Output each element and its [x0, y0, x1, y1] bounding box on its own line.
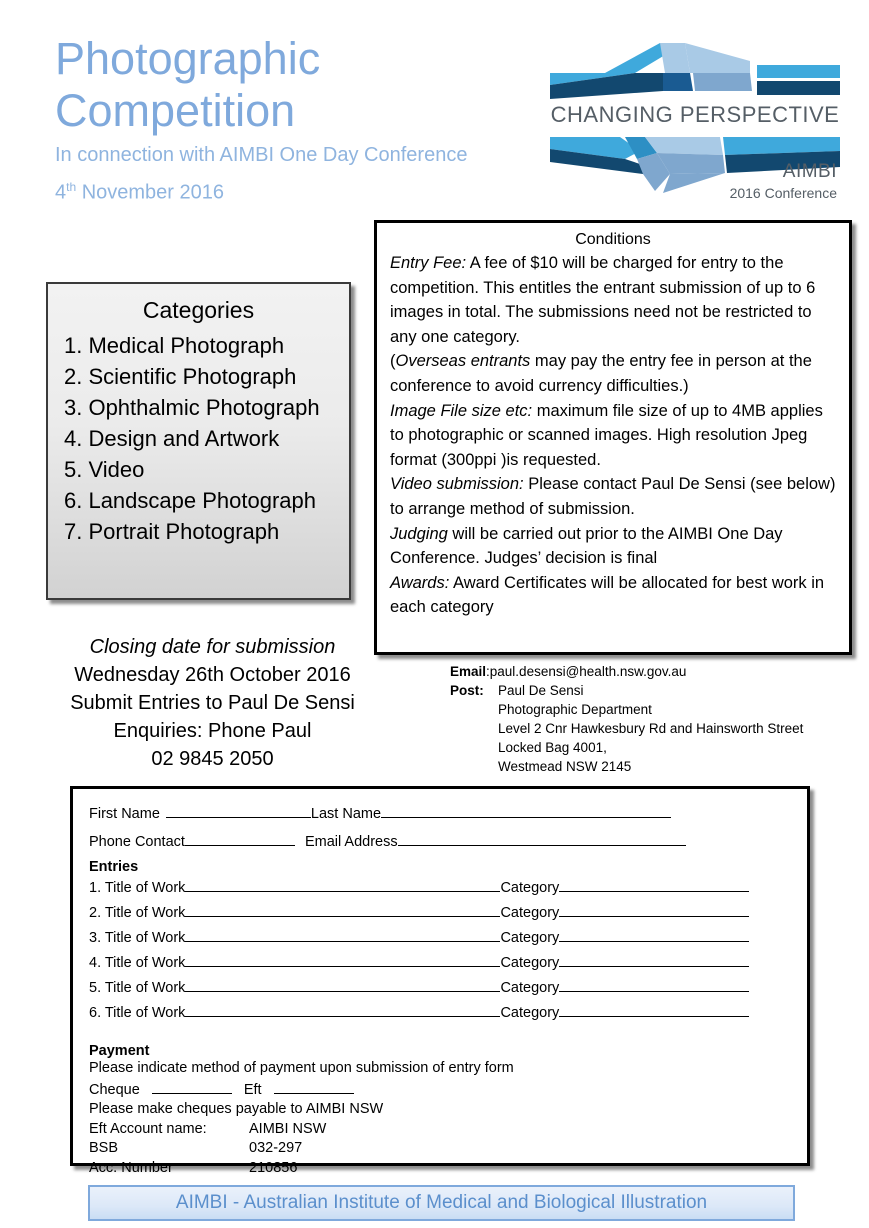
payment-detail-row — [89, 1159, 807, 1179]
email-label: Email — [450, 664, 487, 679]
entry-category-field[interactable] — [559, 877, 749, 892]
post-line: Westmead NSW 2145 — [498, 759, 632, 774]
first-name-label: First Name — [89, 806, 160, 822]
email-address-label: Email Address — [304, 834, 398, 850]
closing-date-line: Wednesday 26th October 2016 — [74, 664, 351, 686]
conditions-box — [374, 220, 852, 655]
entry-row — [89, 877, 807, 896]
entry-title-field[interactable] — [185, 1002, 500, 1017]
payment-instruction: Please indicate method of payment upon submission of entry form — [89, 1060, 514, 1076]
payment-heading: Payment — [89, 1043, 150, 1059]
condition-lead: Overseas entrants — [395, 352, 531, 371]
conditions-title: Conditions — [575, 231, 651, 248]
eft-label: Eft — [243, 1081, 262, 1098]
categories-box — [46, 282, 351, 600]
entry-form-inner — [73, 789, 807, 1178]
date-suffix: th — [66, 180, 77, 194]
entry-title-field[interactable] — [185, 952, 500, 967]
category-item: 6. Landscape Photograph — [64, 488, 316, 513]
entry-title-label: 2. Title of Work — [89, 905, 186, 921]
condition-paragraph — [390, 349, 837, 398]
poster-subtitle: In connection with AIMBI One Day Conference — [55, 144, 468, 166]
payment-detail-value: 032-297 — [249, 1140, 303, 1156]
entry-title-field[interactable] — [185, 902, 500, 917]
poster-date — [55, 173, 535, 207]
category-item: 5. Video — [64, 457, 145, 482]
page-title-line1: Photographic — [55, 33, 321, 84]
payment-detail-value: 210856 — [249, 1159, 298, 1176]
condition-lead: Entry Fee: — [390, 254, 467, 272]
post-line: Level 2 Cnr Hawkesbury Rd and Hainsworth Street — [498, 721, 804, 736]
entry-category-label: Category — [500, 880, 560, 896]
entry-row — [89, 1002, 807, 1021]
footer-banner — [88, 1185, 795, 1221]
cheque-payable-note: Please make cheques payable to AIMBI NSW — [89, 1101, 384, 1117]
condition-paragraph — [390, 399, 837, 473]
conditions-body — [377, 249, 849, 620]
condition-text: Please contact Paul De Sensi (see below) to arrange method of submission. — [390, 475, 836, 518]
aimbi-logo — [545, 33, 845, 208]
condition-text: Award Certificates will be allocated for best work in each category — [390, 573, 825, 617]
page-title-line2: Competition — [55, 85, 296, 136]
entry-title-field[interactable] — [185, 977, 500, 992]
first-name-field[interactable] — [166, 803, 311, 818]
cheque-field[interactable] — [152, 1079, 232, 1094]
entry-category-field[interactable] — [559, 977, 749, 992]
title-block — [55, 33, 535, 207]
category-item: 2. Scientific Photograph — [64, 364, 297, 389]
poster-header — [0, 0, 869, 215]
condition-pre: ( — [390, 352, 396, 371]
logo-wordmark: CHANGING PERSPECTIVE — [550, 102, 840, 127]
condition-lead: Video submission: — [390, 475, 524, 494]
post-line: Paul De Sensi — [498, 683, 584, 698]
entry-category-label: Category — [500, 905, 560, 921]
post-line: Photographic Department — [498, 702, 652, 717]
logo-event-name: 2016 Conference — [729, 185, 837, 201]
post-line: Locked Bag 4001, — [498, 740, 607, 755]
entry-title-label: 3. Title of Work — [89, 930, 186, 946]
entry-title-field[interactable] — [185, 927, 500, 942]
category-item: 4. Design and Artwork — [64, 426, 280, 451]
payment-detail-row — [89, 1120, 807, 1140]
closing-date-block — [40, 633, 385, 773]
condition-lead: Judging — [390, 524, 448, 543]
entry-row — [89, 952, 807, 971]
entry-category-field[interactable] — [559, 902, 749, 917]
entries-heading: Entries — [89, 859, 139, 875]
cheque-label: Cheque — [89, 1081, 140, 1098]
logo-org-name: AIMBI — [782, 161, 837, 182]
email-value[interactable]: :paul.desensi@health.nsw.gov.au — [486, 664, 687, 679]
entry-category-label: Category — [500, 980, 560, 996]
post-label: Post: — [450, 683, 484, 698]
date-day: 4 — [55, 181, 67, 204]
category-item: 3. Ophthalmic Photograph — [64, 395, 320, 420]
entry-row — [89, 902, 807, 921]
payment-detail-key: Eft Account name: — [89, 1120, 207, 1137]
entry-title-label: 6. Title of Work — [89, 1005, 186, 1021]
phone-contact-label: Phone Contact — [89, 834, 185, 850]
name-row — [89, 803, 807, 822]
entry-category-label: Category — [500, 955, 560, 971]
closing-date-line: Enquiries: Phone Paul — [113, 720, 312, 742]
condition-paragraph — [390, 571, 837, 620]
date-rest: November 2016 — [76, 181, 225, 204]
condition-paragraph — [390, 522, 837, 571]
contact-post-row — [450, 681, 860, 700]
condition-text: A fee of $10 will be charged for entry to the competition. This entitles the entrant submission of up to 6 images in total. The submissions need not be restricted to any one category. — [390, 254, 816, 346]
closing-date-heading: Closing date for submission — [89, 636, 336, 658]
footer-text: AIMBI - Australian Institute of Medical and Biological Illustration — [175, 1192, 708, 1213]
payment-detail-row — [89, 1139, 807, 1159]
phone-contact-field[interactable] — [185, 831, 295, 846]
payment-method-row — [89, 1079, 807, 1101]
payment-detail-key: BSB — [89, 1140, 119, 1156]
condition-lead: Awards: — [390, 573, 450, 592]
entry-title-label: 5. Title of Work — [89, 980, 186, 996]
entry-category-field[interactable] — [559, 952, 749, 967]
contact-row — [89, 831, 807, 850]
payment-detail-value: AIMBI NSW — [249, 1120, 327, 1137]
closing-date-line: Submit Entries to Paul De Sensi — [70, 692, 355, 714]
entry-title-field[interactable] — [185, 877, 500, 892]
contact-block — [450, 662, 860, 776]
condition-paragraph — [390, 472, 837, 521]
condition-text: will be carried out prior to the AIMBI One Day Conference. Judges’ decision is final — [390, 524, 783, 568]
contact-email-row — [450, 662, 860, 681]
entry-category-label: Category — [500, 930, 560, 946]
entry-row — [89, 927, 807, 946]
entry-category-field[interactable] — [559, 1002, 749, 1017]
last-name-field[interactable] — [381, 803, 671, 818]
payment-detail-key: Acc. Number — [89, 1159, 173, 1176]
entry-title-label: 1. Title of Work — [89, 880, 186, 896]
condition-lead: Image File size etc: — [390, 401, 533, 420]
condition-paragraph — [390, 251, 837, 349]
entry-row — [89, 977, 807, 996]
email-address-field[interactable] — [398, 831, 686, 846]
closing-phone-number: 02 9845 2050 — [151, 748, 274, 770]
entry-form-box — [70, 786, 810, 1176]
entry-title-label: 4. Title of Work — [89, 955, 186, 971]
entry-category-field[interactable] — [559, 927, 749, 942]
last-name-label: Last Name — [310, 806, 382, 822]
condition-text: may pay the entry fee in person at the conference to avoid currency difficulties.) — [390, 352, 812, 395]
entry-category-label: Category — [500, 1005, 560, 1021]
category-item: 7. Portrait Photograph — [64, 519, 280, 544]
categories-title: Categories — [142, 297, 255, 323]
eft-field[interactable] — [274, 1079, 354, 1094]
condition-text: maximum file size of up to 4MB applies to photographic or scanned images. High resolution Jpeg format (300ppi )is requested. — [390, 401, 823, 469]
category-item: 1. Medical Photograph — [64, 333, 285, 358]
